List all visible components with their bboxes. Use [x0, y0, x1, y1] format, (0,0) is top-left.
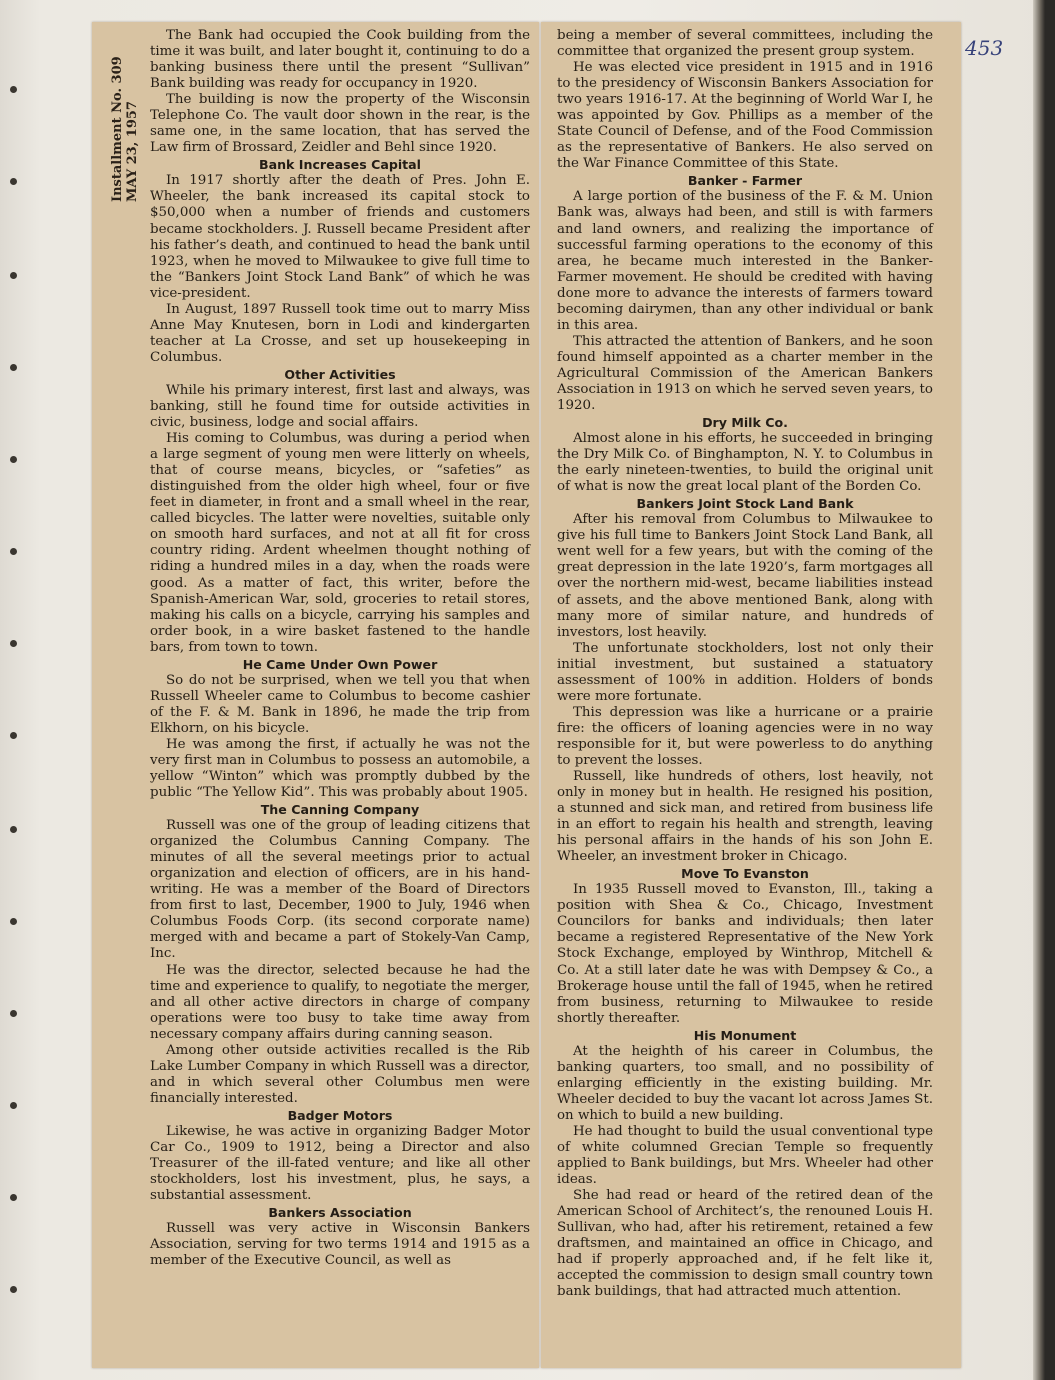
- paragraph: He was among the first, if actually he was not the very first man in Columbus to possess an automobile, a yellow “Winton” which was promptly dubbed by the public “The Yellow Kid”. This was probably about 1905.: [150, 736, 530, 801]
- paragraph: The building is now the property of the Wisconsin Telephone Co. The vault door shown in the rear, is the same one, in the same location, that has served the Law firm of Brossard, Zeidler and Behl since 1920.: [150, 92, 530, 156]
- section-heading: Bankers Association: [268, 1205, 412, 1221]
- paragraph: Almost alone in his efforts, he succeeded in bringing the Dry Milk Co. of Binghampton, N. Y. to Columbus in the early nineteen-twenties, to build the original unit of what is now the great local plant of the Borden Co.: [557, 431, 933, 495]
- section-heading: The Canning Company: [260, 802, 420, 818]
- binder-hole: [10, 1102, 17, 1109]
- binder-hole: [10, 826, 17, 833]
- paragraph: While his primary interest, first last and always, was banking, still he found time for outside activities in civic, business, lodge and social affairs.: [150, 382, 530, 431]
- section-heading: Dry Milk Co.: [702, 415, 788, 431]
- section-heading: Bank Increases Capital: [258, 157, 421, 173]
- binder-hole: [10, 272, 17, 279]
- installment-date: MAY 23, 1957: [125, 101, 140, 202]
- binder-hole: [10, 918, 17, 925]
- paragraph: Russell was one of the group of leading citizens that organized the Columbus Canning Company. The minutes of all the several meetings prior to actual organization and election of officers, are in his hand-writing. He was a member of the Board of Directors from first to last, December, 1900 to July, 1946 when Columbus Foods Corp. (its second corporate name) merged with and became a part of Stokely-Van Camp, Inc.: [150, 818, 530, 962]
- binder-hole: [10, 640, 17, 647]
- newspaper-clipping-left: [92, 22, 539, 1368]
- paragraph: In 1917 shortly after the death of Pres. John E. Wheeler, the bank increased its capital stock to $50,000 when a number of friends and customers became stockholders. J. Russell became President after his father’s death, and continued to head the bank until 1923, when he moved to Milwaukee to give full time to the “Bankers Joint Stock Land Bank” of which he was vice-president.: [150, 173, 530, 301]
- paragraph: He was elected vice president in 1915 and in 1916 to the presidency of Wisconsin Bankers Association for two years 1916-17. At the beginning of World War I, he was appointed by Gov. Phillips as a member of the State Council of Defense, and of the Food Commission as the representative of Bankers. He also served on the War Finance Committee of this State.: [557, 60, 933, 172]
- binder-hole: [10, 548, 17, 555]
- binder-hole: [10, 364, 17, 371]
- installment-label: [110, 56, 140, 202]
- binder-hole: [10, 456, 17, 463]
- paragraph: This depression was like a hurricane or a prairie fire: the officers of loaning agencies were in no way responsible for it, but were powerless to do anything to prevent the losses.: [557, 704, 933, 768]
- paragraph: Among other outside activities recalled is the Rib Lake Lumber Company in which Russell was a director, and in which several other Columbus men were financially interested.: [150, 1042, 530, 1106]
- section-heading: He Came Under Own Power: [242, 656, 438, 672]
- paragraph: Russell was very active in Wisconsin Bankers Association, serving for two terms 1914 and 1915 as a member of the Executive Council, as well as: [150, 1221, 530, 1269]
- binder-hole: [10, 1010, 17, 1017]
- paragraph: In August, 1897 Russell took time out to marry Miss Anne May Knutesen, born in Lodi and kindergarten teacher at La Crosse, and set up housekeeping in Columbus.: [150, 301, 530, 365]
- article-column-2: [557, 28, 933, 1300]
- paragraph: At the heighth of his career in Columbus, the banking quarters, too small, and no possibility of enlarging efficiently in the existing building. Mr. Wheeler decided to buy the vacant lot across James St. on which to build a new building.: [557, 1043, 933, 1123]
- paragraph: A large portion of the business of the F. & M. Union Bank was, always had been, and still is with farmers and land owners, and realizing the importance of successful farming operations to the economy of this area, he became much interested in the Banker-Farmer movement. He should be credited with having done more to advance the interests of farmers toward becoming dairymen, than any other individual or bank in this area.: [557, 189, 933, 333]
- paragraph: She had read or heard of the retired dean of the American School of Architect’s, the renouned Louis H. Sullivan, who had, after his retirement, retained a few draftsmen, and maintained an office in Chicago, and had if properly approached and, if he felt like it, accepted the commission to design small country town bank buildings, that had attracted much attention.: [557, 1188, 933, 1300]
- page-number: 453: [965, 36, 1004, 60]
- paragraph: This attracted the attention of Bankers, and he soon found himself appointed as a charter member in the Agricultural Commission of the American Bankers Association in 1913 on which he served seven years, to 1920.: [557, 333, 933, 414]
- paragraph: The unfortunate stockholders, lost not only their initial investment, but sustained a statuatory assessment of 100% in addition. Holders of bonds were more fortunate.: [557, 640, 933, 704]
- installment-number: Installment No. 309: [110, 56, 125, 202]
- paragraph: He was the director, selected because he had the time and experience to qualify, to negotiate the merger, and all other active directors in charge of company operations were too busy to take time away from necessary company affairs during canning season.: [150, 962, 530, 1042]
- section-heading: Other Activities: [284, 366, 396, 382]
- article-column-1: [150, 28, 530, 1269]
- paragraph: So do not be surprised, when we tell you that when Russell Wheeler came to Columbus to become cashier of the F. & M. Bank in 1896, he made the trip from Elkhorn, on his bicycle.: [150, 672, 530, 736]
- section-heading: Banker - Farmer: [687, 173, 803, 189]
- newspaper-clipping-right: [541, 22, 961, 1368]
- binder-hole: [10, 732, 17, 739]
- paragraph: being a member of several committees, including the committee that organized the present group system.: [557, 28, 933, 60]
- paragraph: Likewise, he was active in organizing Badger Motor Car Co., 1909 to 1912, being a Director and also Treasurer of the ill-fated venture; and like all other stockholders, lost his investment, plus, he says, a substantial assessment.: [150, 1123, 530, 1204]
- paragraph: He had thought to build the usual conventional type of white columned Grecian Temple so frequently applied to Bank buildings, but Mrs. Wheeler had other ideas.: [557, 1123, 933, 1188]
- binder-hole: [10, 178, 17, 185]
- album-spine: [1033, 0, 1045, 1380]
- paragraph: The Bank had occupied the Cook building from the time it was built, and later bought it, continuing to do a banking business there until the present “Sullivan” Bank building was ready for occupancy in 1920.: [150, 28, 530, 92]
- section-heading: Badger Motors: [287, 1107, 393, 1123]
- paragraph: Russell, like hundreds of others, lost heavily, not only in money but in health. He resigned his position, a stunned and sick man, and retired from business life in an effort to regain his health and strength, leaving his personal affairs in the hands of his son John E. Wheeler, an investment broker in Chicago.: [557, 769, 933, 865]
- section-heading: Move To Evanston: [681, 866, 809, 882]
- binder-hole: [10, 86, 17, 93]
- section-heading: Bankers Joint Stock Land Bank: [636, 496, 854, 512]
- paragraph: His coming to Columbus, was during a period when a large segment of young men were litterly on wheels, that of course means, bicycles, or “safeties” as distinguished from the older high wheel, four or five feet in diameter, in front and a small wheel in the rear, called bicycles. The latter were novelties, suitable only on smooth hard surfaces, and not at all fit for cross country riding. Ardent wheelmen thought nothing of riding a hundred miles in a day, when the roads were good. As a matter of fact, this writer, before the Spanish-American War, sold, groceries to retail stores, making his calls on a bicycle, carrying his samples and order book, in a wire basket fastened to the handle bars, from town to town.: [150, 431, 530, 655]
- section-heading: His Monument: [693, 1027, 797, 1043]
- paragraph: In 1935 Russell moved to Evanston, Ill., taking a position with Shea & Co., Chicago, Investment Councilors for banks and individuals; then later became a registered Representative of the New York Stock Exchange, employed by Winthrop, Mitchell & Co. At a still later date he was with Dempsey & Co., a Brokerage house until the fall of 1945, when he retired from business, returning to Milwaukee to reside shortly thereafter.: [557, 882, 933, 1026]
- binder-hole: [10, 1286, 17, 1293]
- paragraph: After his removal from Columbus to Milwaukee to give his full time to Bankers Joint Stock Land Bank, all went well for a few years, but with the coming of the great depression in the late 1920’s, farm mortgages all over the northern mid-west, became liabilities instead of assets, and the above mentioned Bank, along with many more of similar nature, and hundreds of investors, lost heavily.: [557, 512, 933, 640]
- binder-hole: [10, 1194, 17, 1201]
